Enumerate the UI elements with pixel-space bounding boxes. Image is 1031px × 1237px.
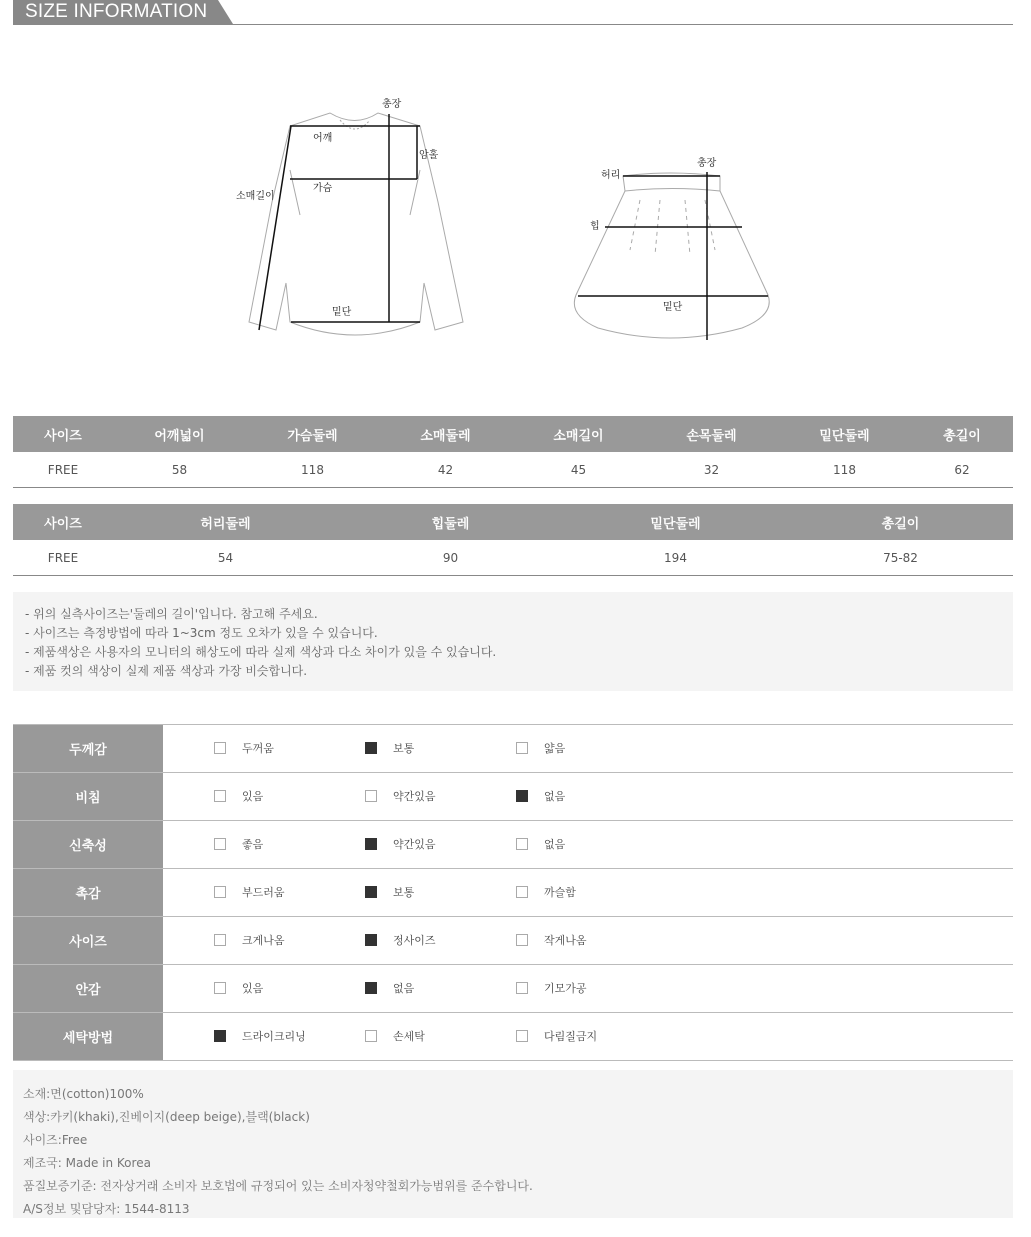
column-header: 허리둘레 xyxy=(113,504,338,540)
option-label: 보통 xyxy=(393,742,415,755)
label-sleeve-length: 소매길이 xyxy=(236,191,275,202)
table-row xyxy=(13,540,1013,576)
option-label: 약간있음 xyxy=(393,790,436,803)
attribute-option xyxy=(214,981,263,995)
table-cell: 62 xyxy=(911,452,1013,488)
column-header: 사이즈 xyxy=(13,504,113,540)
attribute-label: 비침 xyxy=(13,773,163,820)
empty-box-icon xyxy=(214,790,226,802)
attribute-label: 안감 xyxy=(13,965,163,1012)
attribute-row xyxy=(13,869,1013,917)
top-diagram xyxy=(249,113,463,335)
option-label: 없음 xyxy=(393,982,415,995)
section-header xyxy=(13,0,1013,26)
option-label: 크게나옴 xyxy=(242,934,285,947)
info-quality-guarantee: 품질보증기준: 전자상거래 소비자 보호법에 규정되어 있는 소비자청약철회가능범위를 준수합니다. xyxy=(23,1179,533,1193)
note-line: - 위의 실측사이즈는'둘레의 길이'입니다. 참고해 주세요. xyxy=(25,607,318,621)
checked-box-icon xyxy=(516,790,528,802)
empty-box-icon xyxy=(516,838,528,850)
size-notes xyxy=(13,592,1013,691)
info-origin: 제조국: Made in Korea xyxy=(23,1156,151,1170)
attribute-option xyxy=(365,837,436,851)
attribute-label: 두께감 xyxy=(13,725,163,772)
product-info xyxy=(13,1070,1013,1218)
header-divider xyxy=(13,24,1013,25)
attribute-row xyxy=(13,965,1013,1013)
attribute-option xyxy=(365,741,414,755)
label-shoulder: 어깨 xyxy=(313,133,333,144)
empty-box-icon xyxy=(516,982,528,994)
attribute-option xyxy=(214,741,274,755)
table-header-row xyxy=(13,416,1013,452)
option-label: 기모가공 xyxy=(544,982,587,995)
skirt-label-total-length: 총장 xyxy=(697,158,717,169)
empty-box-icon xyxy=(214,886,226,898)
column-header: 어깨넓이 xyxy=(113,416,246,452)
attribute-row xyxy=(13,773,1013,821)
attribute-label: 세탁방법 xyxy=(13,1013,163,1060)
option-label: 좋음 xyxy=(242,838,264,851)
option-label: 보통 xyxy=(393,886,415,899)
label-armhole: 암홀 xyxy=(419,150,439,161)
table-cell: 118 xyxy=(246,452,379,488)
empty-box-icon xyxy=(214,982,226,994)
fabric-attribute-table xyxy=(13,724,1013,1061)
info-size: 사이즈:Free xyxy=(23,1133,88,1147)
checked-box-icon xyxy=(365,838,377,850)
measurement-diagrams xyxy=(0,90,1031,360)
info-colors: 색상:카키(khaki),진베이지(deep beige),블랙(black) xyxy=(23,1110,310,1124)
column-header: 소매길이 xyxy=(512,416,645,452)
attribute-row xyxy=(13,821,1013,869)
column-header: 힙둘레 xyxy=(338,504,563,540)
empty-box-icon xyxy=(365,1030,377,1042)
checked-box-icon xyxy=(365,982,377,994)
option-label: 없음 xyxy=(544,838,566,851)
column-header: 밑단둘레 xyxy=(563,504,788,540)
attribute-row xyxy=(13,1013,1013,1061)
checked-box-icon xyxy=(365,742,377,754)
checked-box-icon xyxy=(365,886,377,898)
table-cell: 32 xyxy=(645,452,778,488)
table-cell: 58 xyxy=(113,452,246,488)
empty-box-icon xyxy=(516,886,528,898)
option-label: 있음 xyxy=(242,790,264,803)
attribute-option xyxy=(214,837,263,851)
empty-box-icon xyxy=(516,742,528,754)
attribute-option xyxy=(365,933,436,947)
option-label: 약간있음 xyxy=(393,838,436,851)
skirt-label-waist: 허리 xyxy=(601,170,621,181)
attribute-option xyxy=(516,1029,597,1043)
option-label: 부드러움 xyxy=(242,886,285,899)
skirt-diagram xyxy=(574,173,769,338)
garment-diagram-svg xyxy=(0,90,1031,360)
attribute-option xyxy=(516,741,565,755)
label-chest: 가슴 xyxy=(313,183,333,194)
info-as-contact: A/S정보 및담당자: 1544-8113 xyxy=(23,1202,190,1216)
table-cell: 45 xyxy=(512,452,645,488)
attribute-option xyxy=(214,1029,306,1043)
note-line: - 사이즈는 측정방법에 따라 1~3cm 정도 오차가 있을 수 있습니다. xyxy=(25,626,378,640)
label-top-hem: 밑단 xyxy=(332,307,352,318)
label-total-length: 총장 xyxy=(382,99,402,110)
option-label: 까슬함 xyxy=(544,886,576,899)
option-label: 두꺼움 xyxy=(242,742,274,755)
checked-box-icon xyxy=(214,1030,226,1042)
column-header: 총길이 xyxy=(788,504,1013,540)
option-label: 정사이즈 xyxy=(393,934,436,947)
info-material: 소재:면(cotton)100% xyxy=(23,1087,144,1101)
attribute-option xyxy=(516,837,565,851)
attribute-row xyxy=(13,917,1013,965)
table-cell: FREE xyxy=(13,540,113,576)
table-cell: 42 xyxy=(379,452,512,488)
attribute-option xyxy=(516,933,587,947)
skirt-label-hip: 힙 xyxy=(590,221,600,232)
attribute-option xyxy=(214,885,285,899)
option-label: 없음 xyxy=(544,790,566,803)
top-size-table xyxy=(13,416,1013,488)
attribute-option xyxy=(365,885,414,899)
attribute-label: 사이즈 xyxy=(13,917,163,964)
column-header: 소매둘레 xyxy=(379,416,512,452)
option-label: 다림질금지 xyxy=(544,1030,598,1043)
table-row xyxy=(13,452,1013,488)
attribute-option xyxy=(516,885,576,899)
attribute-option xyxy=(365,789,436,803)
option-label: 드라이크리닝 xyxy=(242,1030,306,1043)
empty-box-icon xyxy=(516,934,528,946)
skirt-label-hem: 밑단 xyxy=(663,302,683,313)
note-line: - 제품색상은 사용자의 모니터의 해상도에 따라 실제 색상과 다소 차이가 있을 수 있습니다. xyxy=(25,645,497,659)
attribute-label: 신축성 xyxy=(13,821,163,868)
empty-box-icon xyxy=(214,934,226,946)
table-cell: FREE xyxy=(13,452,113,488)
attribute-option xyxy=(516,981,587,995)
option-label: 있음 xyxy=(242,982,264,995)
empty-box-icon xyxy=(214,742,226,754)
table-header-row xyxy=(13,504,1013,540)
table-cell: 118 xyxy=(778,452,911,488)
column-header: 손목둘레 xyxy=(645,416,778,452)
table-cell: 54 xyxy=(113,540,338,576)
empty-box-icon xyxy=(516,1030,528,1042)
table-cell: 194 xyxy=(563,540,788,576)
column-header: 밑단둘레 xyxy=(778,416,911,452)
empty-box-icon xyxy=(214,838,226,850)
skirt-size-table xyxy=(13,504,1013,576)
option-label: 얇음 xyxy=(544,742,566,755)
table-cell: 75-82 xyxy=(788,540,1013,576)
option-label: 손세탁 xyxy=(393,1030,425,1043)
table-cell: 90 xyxy=(338,540,563,576)
column-header: 총길이 xyxy=(911,416,1013,452)
attribute-option xyxy=(516,789,565,803)
empty-box-icon xyxy=(365,790,377,802)
option-label: 작게나옴 xyxy=(544,934,587,947)
attribute-option xyxy=(365,1029,425,1043)
attribute-option xyxy=(214,933,285,947)
section-title: SIZE INFORMATION xyxy=(25,1,208,22)
note-line: - 제품 컷의 색상이 실제 제품 색상과 가장 비슷합니다. xyxy=(25,664,308,678)
attribute-row xyxy=(13,724,1013,773)
column-header: 가슴둘레 xyxy=(246,416,379,452)
checked-box-icon xyxy=(365,934,377,946)
attribute-option xyxy=(214,789,263,803)
column-header: 사이즈 xyxy=(13,416,113,452)
attribute-label: 촉감 xyxy=(13,869,163,916)
attribute-option xyxy=(365,981,414,995)
